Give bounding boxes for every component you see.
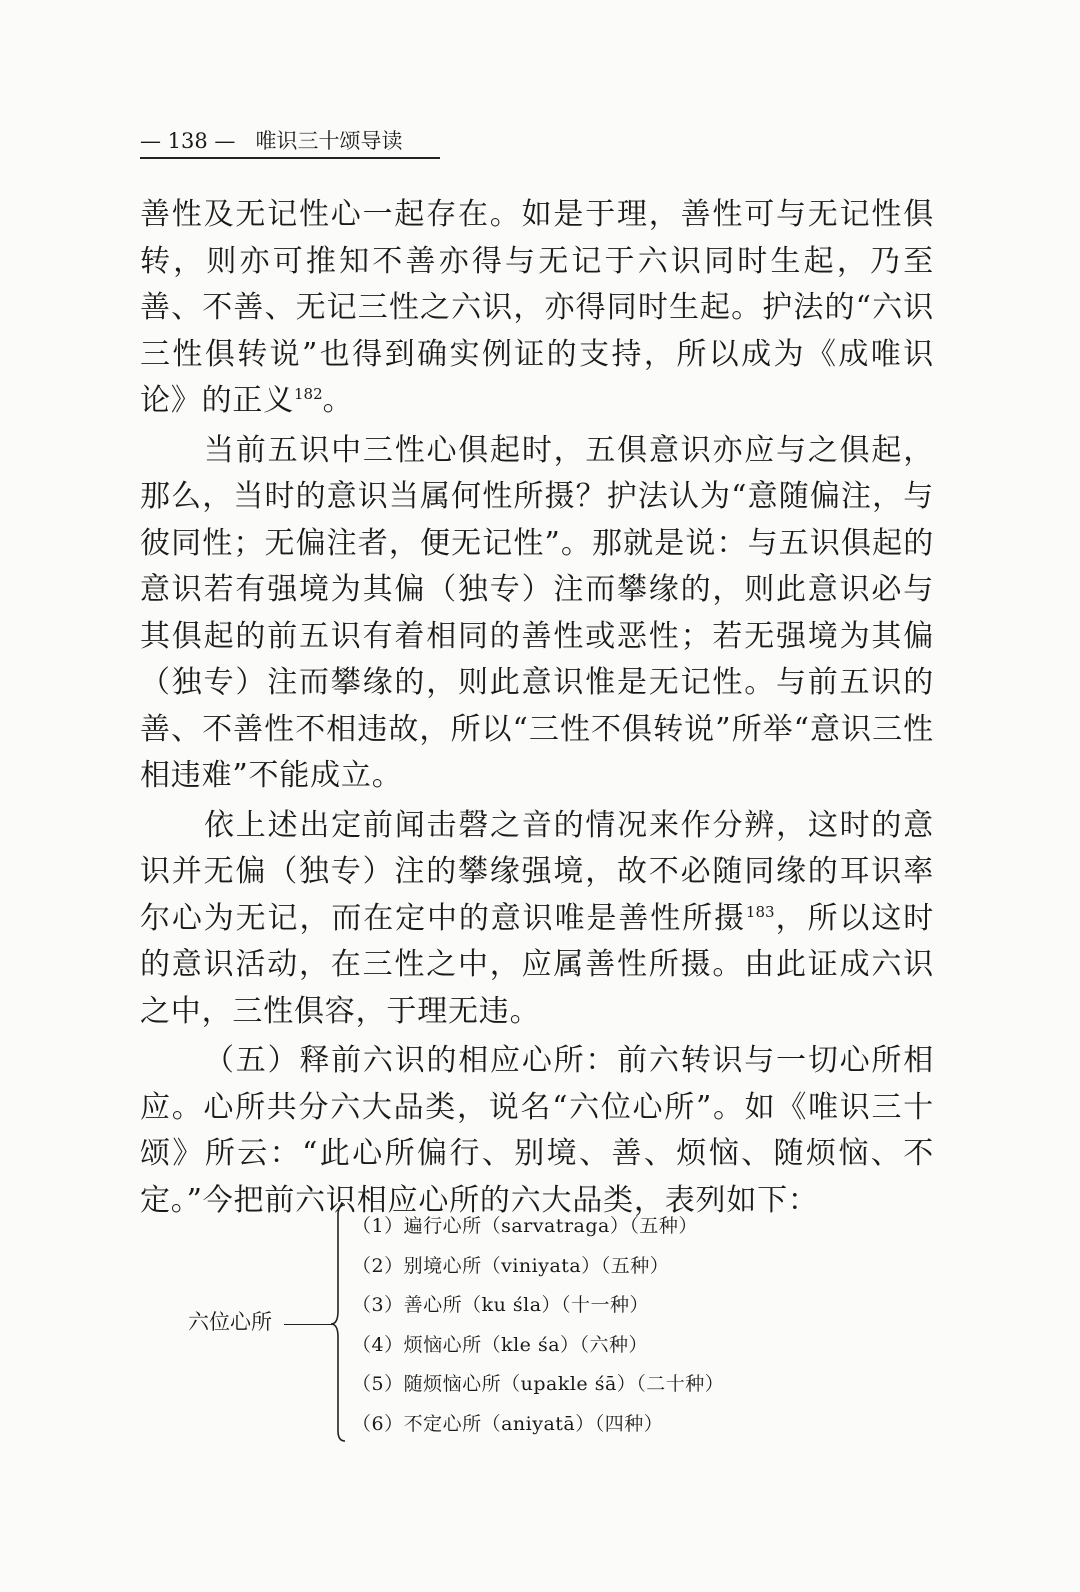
diagram-item: （2）别境心所（viniyata）（五种） [352,1254,670,1277]
paragraph-tail: ，所以这时的意识活动，在三性之中，应属善性所摄。由此证成六识之中，三性俱容，于理无违。 [140,900,934,1029]
paragraph-3 [140,803,934,1036]
diagram-item: （4）烦恼心所（kle śa）（六种） [352,1333,649,1356]
book-title: 唯识三十颂导读 [255,129,403,153]
paragraph-text: （五）释前六识的相应心所：前六转识与一切心所相应。心所共分六大品类，说名“六位心所”。如《唯识三十颂》所云：“此心所偏行、别境、善、烦恼、随烦恼、不定。”今把前六识相应心所的六大品类，表列如下： [140,1043,934,1218]
curly-brace [329,1203,349,1443]
diagram-item: （3）善心所（ku śla）（十一种） [352,1294,650,1317]
paragraph-text: 依上述出定前闻击磬之音的情况来作分辨，这时的意识并无偏（独专）注的攀缘强境，故不必随同缘的耳识率尔心为无记，而在定中的意识唯是善性所摄 [140,807,934,936]
page-number: — 138 — [140,129,236,153]
diagram-item-list [352,1207,724,1445]
diagram-connector-line [284,1324,332,1325]
paragraph-2 [140,428,934,800]
paragraph-text: 当前五识中三性心俱起时，五俱意识亦应与之俱起，那么，当时的意识当属何性所摄？护法认为“意随偏注，与彼同性；无偏注者，便无记性”。那就是说：与五识俱起的意识若有强境为其偏（独专）注而攀缘的，则此意识必与其俱起的前五识有着相同的善性或恶性；若无强境为其偏（独专）注而攀缘的，则此意识惟是无记性。与前五识的善、不善性不相违故，所以“三性不俱转说”所举“意识三性相违难”不能成立。 [140,432,934,793]
diagram-root-label: 六位心所 [188,1310,272,1334]
paragraph-4 [140,1038,934,1224]
footnote-marker: 182 [294,385,323,403]
paragraph-tail: 。 [322,383,354,418]
diagram-item: （6）不定心所（aniyatā）（四种） [352,1412,664,1435]
footnote-marker: 183 [745,902,775,921]
paragraph-1 [140,192,934,425]
diagram-item: （1）遍行心所（sarvatraga）（五种） [352,1215,698,1237]
classification-diagram [188,1203,748,1443]
paragraph-text: 善性及无记性心一起存在。如是于理，善性可与无记性俱转，则亦可推知不善亦得与无记于六识同时生起，乃至善、不善、无记三性之六识，亦得同时生起。护法的“六识三性俱转说”也得到确实例证的支持，所以成为《成唯识论》的正义 [140,197,934,418]
running-header [140,126,440,156]
diagram-item: （5）随烦恼心所（upakle śā）（二十种） [352,1373,725,1396]
header-rule [140,157,440,159]
body-text [140,192,934,1224]
